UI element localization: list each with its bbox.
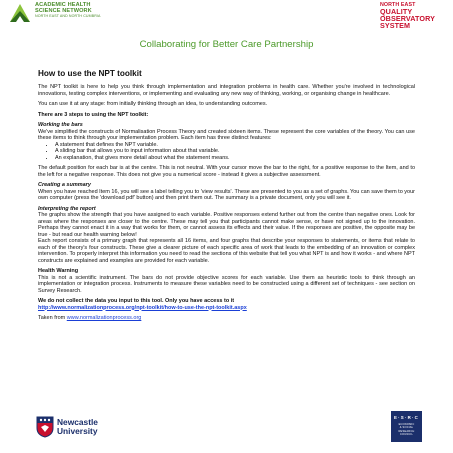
neqos-logo (380, 2, 435, 29)
neqos-line-2: QUALITY (379, 7, 413, 17)
esrc-line-1: ECONOMIC (398, 423, 415, 426)
step1-paragraph: We've simplified the constructs of Normalisation Process Theory and created sixteen items. These represent the core variables of the theory. You can use these items to think through your implementation problem. Each item has three distinct features: (38, 128, 415, 141)
step2-heading: Creating a summary (38, 182, 91, 188)
health-warning-heading: Health Warning (38, 268, 79, 274)
esrc-line-4: COUNCIL (399, 433, 414, 437)
default-position-paragraph: The default position for each bar is at the centre. This is not neutral. With your cursor move the bar to the right, for a positive response to the Item, and to the left for a negative response. This does not give you a numerical score - instead it gives a subjective assessment. (38, 165, 415, 178)
newcastle-line-2: University (57, 426, 98, 436)
list-item: • An explanation, that gives more detail about what the statement means. (55, 155, 415, 162)
health-warning-paragraph: This is not a scientific instrument. The bars do not provide objective scores for each variable. Use them as heuristic tools to think through an implementation or integration process. Instruments to measure these variables need to be constructed using a different set of techniques - see section on Survey Research. (38, 274, 415, 294)
step1-heading: Working the bars (38, 122, 83, 128)
step3-heading: Interpreting the report (38, 205, 96, 212)
page-subtitle: Collaborating for Better Care Partnership (139, 39, 314, 50)
esrc-line-3: RESEARCH (398, 429, 415, 433)
taken-from-line (38, 315, 415, 322)
document-title: How to use the NPT toolkit (38, 69, 142, 78)
university-crest-icon (36, 416, 54, 438)
intro-paragraph: The NPT toolkit is here to help you think through implementation and integration problems in health care. Whether you're involved in technological innovations, testing complex interventions, or implementing and evaluating any new way of thinking, working, or organising change in healthcare. (38, 84, 415, 97)
newcastle-university-logo (36, 416, 98, 438)
feature-list (38, 142, 415, 162)
document-body (38, 69, 415, 322)
step2-paragraph: When you have reached Item 16, you will see a label telling you to 'view results'. These are presented to you as a set of graphs. You can save them to your own computer (press the 'download pdf' button) and then print them out. The summary is a private document, only you will see it. (38, 188, 415, 201)
esrc-line-2: & SOCIAL (399, 426, 414, 430)
ahsn-logo (8, 2, 101, 26)
esrc-logo (391, 411, 422, 442)
stage-paragraph: You can use it at any stage: from initially thinking through an idea, to understanding outcomes. (38, 101, 268, 107)
neqos-line-3: OBSERVATORY (379, 14, 435, 24)
toolkit-url-link[interactable]: http://www.normalizationprocess.org/npt-toolkit/how-to-use-the-npt-toolkit.aspx (38, 304, 247, 311)
ahsn-line-2: SCIENCE NETWORK (35, 8, 92, 15)
steps-heading: There are 3 steps to using the NPT toolkit: (38, 111, 149, 118)
data-note: We do not collect the data you input to this tool. Only you have access to it (38, 298, 235, 304)
list-item: • A statement that defines the NPT variable. (55, 142, 415, 149)
neqos-line-1: NORTH EAST (379, 2, 416, 8)
page-header (0, 0, 453, 36)
step3-paragraph-2: Each report consists of a primary graph that represents all 16 items, and four graphs that describe your responses to statements, or items that relate to each of the theory's four constructs. These give a clearer picture of each specific area of work that leads to the embedding of an innovation or complex intervention. To properly interpret this information you need to read the sections of this website that tell you what NPT is and how it works - and where NPT constructs are explained and examples are provided for each variable. (38, 238, 415, 264)
taken-from-label: Taken from (38, 315, 66, 321)
step3-paragraph-1: The graphs show the strength that you have assigned to each variable. Positive responses extend further out from the centre than negative ones. Look for areas where the responses are closer to the centre. These may tell you that participants cannot make sense, or have not signed up to the innovation. Perhaps they cannot enact it in a way that works for them, or cannot assess its effects and their value. If the responses are positive, the opposite may be true - but read our health warning below! (38, 212, 415, 238)
newcastle-line-1: Newcastle (57, 417, 98, 428)
ahsn-line-1: ACADEMIC HEALTH (35, 2, 91, 8)
list-item: • A sliding bar that allows you to input information about that variable. (55, 148, 415, 155)
esrc-full-name (391, 420, 422, 437)
ahsn-line-3: NORTH EAST AND NORTH CUMBRIA (35, 14, 101, 19)
newcastle-wordmark (57, 418, 98, 435)
neqos-line-4: SYSTEM (379, 21, 411, 31)
ahsn-leaf-icon (8, 2, 32, 26)
source-site-link[interactable]: www.normalizationprocess.org (66, 315, 142, 321)
ahsn-logo-text (35, 2, 101, 19)
esrc-letters: E·S·R·C (394, 415, 419, 420)
